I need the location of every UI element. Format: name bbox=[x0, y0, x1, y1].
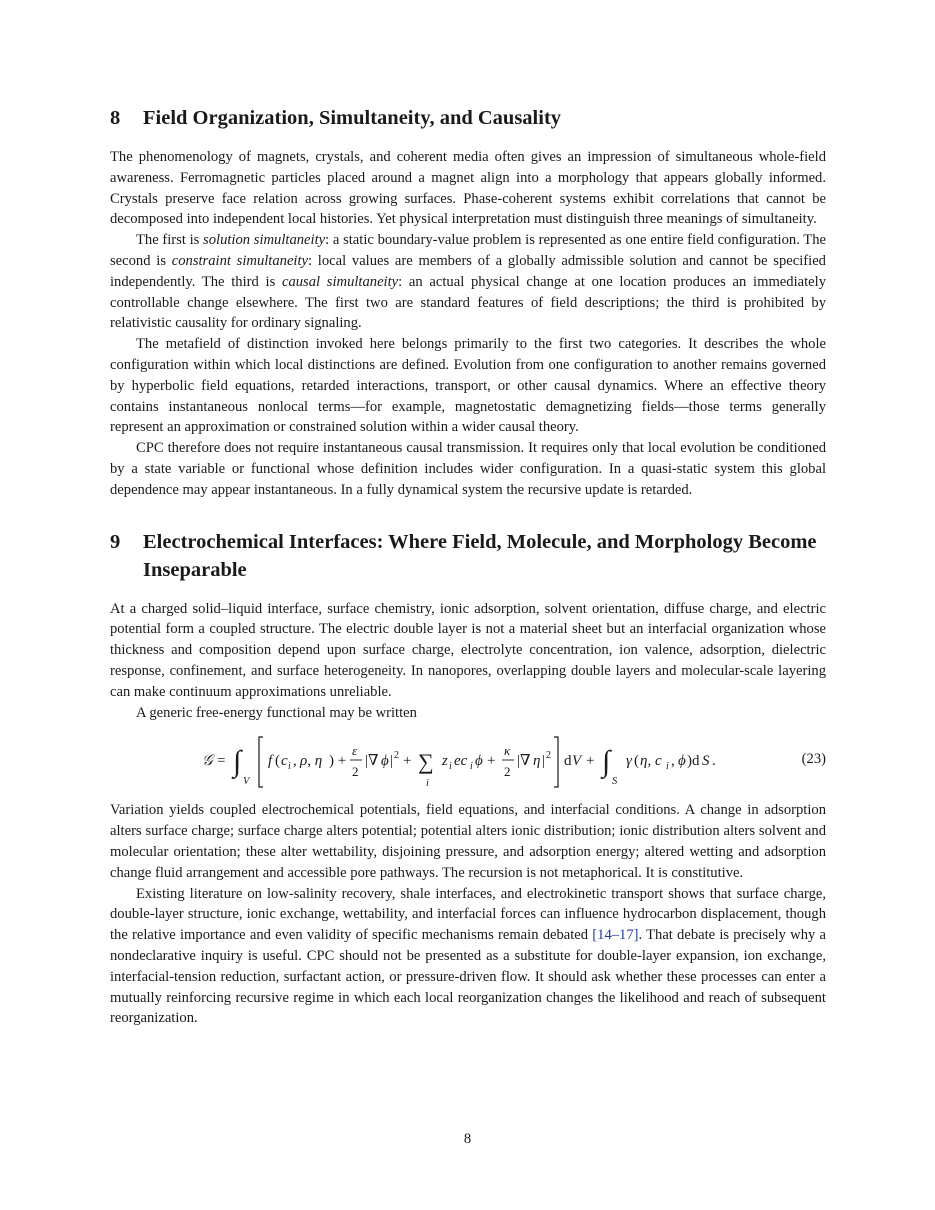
svg-text:2: 2 bbox=[352, 764, 359, 780]
svg-text:i: i bbox=[666, 761, 669, 773]
section-8-title: Field Organization, Simultaneity, and Causality bbox=[143, 107, 562, 129]
left-bracket bbox=[259, 737, 263, 787]
svg-text:η, c: η, c bbox=[640, 753, 662, 770]
svg-text:c: c bbox=[281, 753, 288, 770]
svg-text:ϕ: ϕ bbox=[475, 753, 483, 770]
section-8-paragraph-4: CPC therefore does not require instantaneous causal transmission. It requires only that local evolution be conditioned by a state variable or functional whose definition includes wider configuration. In a quasi-static system this global dependence may appear instantaneous. In a fully dynamical system the recursive update is retarded. bbox=[110, 440, 826, 498]
svg-text:γ: γ bbox=[626, 753, 632, 770]
svg-text:.: . bbox=[712, 753, 716, 770]
section-8-paragraph-1: The phenomenology of magnets, crystals, and coherent media often gives an impression of simultaneous whole-field awareness. Ferromagnetic particles placed around a magnet align into a morphology that appears globally informed. Crystals preserve face relation across growing surfaces. Phase-coherent systems exhibit correlations that cannot be decomposed into independent local histories. Yet physical interpretation must distinguish three meanings of simultaneity. bbox=[110, 149, 826, 228]
svg-text:) +: ) + bbox=[329, 753, 347, 770]
svg-text:η: η bbox=[533, 753, 541, 770]
section-8-heading bbox=[110, 104, 826, 132]
section-8-number: 8 bbox=[110, 107, 121, 129]
section-9-paragraph-1: At a charged solid–liquid interface, surface chemistry, ionic adsorption, solvent orientation, diffuse charge, and electric potential form a coupled structure. The electric double layer is not a material sheet but an interfacial organization whose thickness and composition depend upon surface charge, electrolyte concentration, ion valence, adsorption, dielectric response, confinement, and surface heterogeneity. In nanopores, overlapping double layers and molecular-scale layering can make continuum approximations unreliable. bbox=[110, 600, 826, 700]
svg-text:d: d bbox=[564, 753, 572, 770]
svg-text:i: i bbox=[426, 778, 429, 790]
right-bracket bbox=[554, 737, 558, 787]
section-9-paragraph-3: Variation yields coupled electrochemical potentials, field equations, and interfacial conditions. A change in adsorption alters surface charge; surface charge alters potential; potential alters ionic distribution; ionic distribution alters solvent and molecular orientation; these alter wettability, disjoining pressure, and adsorption energy; altered wetting and adsorption change fluid arrangement and accessible pore pathways. The recursion is not metaphorical. It is constitutive. bbox=[110, 802, 826, 881]
svg-text:|: | bbox=[390, 753, 394, 770]
term-causal-simultaneity: causal simultaneity bbox=[281, 273, 399, 290]
integral-sign: ∫ bbox=[233, 745, 242, 779]
section-9 bbox=[110, 528, 826, 1030]
page-content bbox=[110, 104, 826, 1029]
svg-text:)d: )d bbox=[687, 753, 700, 770]
svg-text:|∇: |∇ bbox=[365, 753, 379, 770]
svg-text:+: + bbox=[403, 753, 412, 770]
svg-text:V: V bbox=[572, 753, 582, 770]
section-8 bbox=[110, 104, 826, 501]
eq-G: 𝒢 bbox=[202, 753, 213, 770]
equation-number: (23) bbox=[801, 751, 826, 768]
term-constraint-simultaneity: constraint simultaneity bbox=[171, 252, 309, 269]
equation-23 bbox=[110, 729, 826, 791]
section-9-title: Electrochemical Interfaces: Where Field, Molecule, and Morphology Become Inseparable bbox=[143, 530, 817, 581]
section-9-paragraph-4: Existing literature on low-salinity recovery, shale interfaces, and electrokinetic transport shows that surface charge, double-layer structure, ionic exchange, wettability, and interfacial forces can influence hydrocarbon displacement, though the relative importance and even validity of specific mechanisms remain debated [14–17]. That debate is precisely why a nondeclarative inquiry is useful. CPC should not be presented as a substitute for double-layer expansion, ion exchange, interfacial-tension reduction, surfactant action, or pressure-driven flow. It should ask whether these processes can enter a mutually reinforcing recursive regime in which each local reorganization changes the likelihood and reach of subsequent reorganization. bbox=[110, 885, 826, 1027]
svg-text:ε: ε bbox=[352, 743, 358, 759]
svg-text:ρ, η: ρ, η bbox=[300, 753, 323, 770]
svg-text:(: ( bbox=[634, 753, 639, 770]
svg-text:(: ( bbox=[275, 753, 280, 770]
svg-text:f: f bbox=[268, 753, 273, 770]
svg-text:ϕ: ϕ bbox=[381, 753, 389, 770]
page-number: 8 bbox=[463, 1131, 472, 1147]
svg-text:i: i bbox=[288, 761, 291, 773]
section-9-heading bbox=[110, 528, 826, 584]
surface-integral-sign: ∫ bbox=[602, 745, 611, 779]
svg-text:2: 2 bbox=[394, 750, 399, 762]
svg-text:+: + bbox=[586, 753, 595, 770]
svg-text:κ: κ bbox=[504, 743, 511, 759]
citation-link-14-17[interactable]: [14–17] bbox=[592, 927, 639, 944]
section-8-paragraph-3: The metafield of distinction invoked here belongs primarily to the first two categories. It describes the whole configuration within which local distinctions are defined. Evolution from one configuration to another remains governed by hyperbolic field equations, retarded interactions, transport, or other causal dynamics. Where an effective theory contains instantaneous nonlocal terms—for example, magnetostatic demagnetizing fields—those terms generally represent an approximation or constrained solution within a wider causal theory. bbox=[110, 336, 826, 436]
svg-text:|∇: |∇ bbox=[517, 753, 531, 770]
equation-graphic bbox=[202, 729, 742, 791]
term-solution-simultaneity: solution simultaneity bbox=[203, 232, 326, 249]
svg-text:,: , bbox=[293, 753, 297, 770]
svg-text:S: S bbox=[702, 753, 710, 770]
svg-text:V: V bbox=[243, 776, 250, 788]
svg-text:+: + bbox=[487, 753, 496, 770]
svg-text:S: S bbox=[612, 776, 618, 788]
section-9-paragraph-2: A generic free-energy functional may be written bbox=[136, 704, 417, 721]
svg-text:,: , bbox=[671, 753, 675, 770]
svg-text:z: z bbox=[442, 753, 448, 770]
sum-sign: ∑ bbox=[418, 749, 434, 775]
section-8-paragraph-2: The first is solution simultaneity: a static boundary-value problem is represented as one entire field configuration. The second is constraint simultaneity: local values are members of a globally admissible solution and cannot be specified independently. The third is causal simultaneity: an actual physical change at one location produces an immediately controllable change elsewhere. The first two are standard features of field descriptions; the third is prohibited by relativistic causality for ordinary signaling. bbox=[110, 232, 826, 332]
svg-text:=: = bbox=[217, 753, 226, 770]
svg-text:2: 2 bbox=[546, 750, 551, 762]
free-energy-functional bbox=[202, 729, 742, 791]
svg-text:|: | bbox=[542, 753, 546, 770]
section-9-number: 9 bbox=[110, 530, 121, 553]
svg-text:i: i bbox=[470, 761, 473, 773]
svg-text:i: i bbox=[449, 761, 452, 773]
svg-text:2: 2 bbox=[504, 764, 511, 780]
svg-text:ec: ec bbox=[454, 753, 468, 770]
svg-text:ϕ: ϕ bbox=[678, 753, 686, 770]
